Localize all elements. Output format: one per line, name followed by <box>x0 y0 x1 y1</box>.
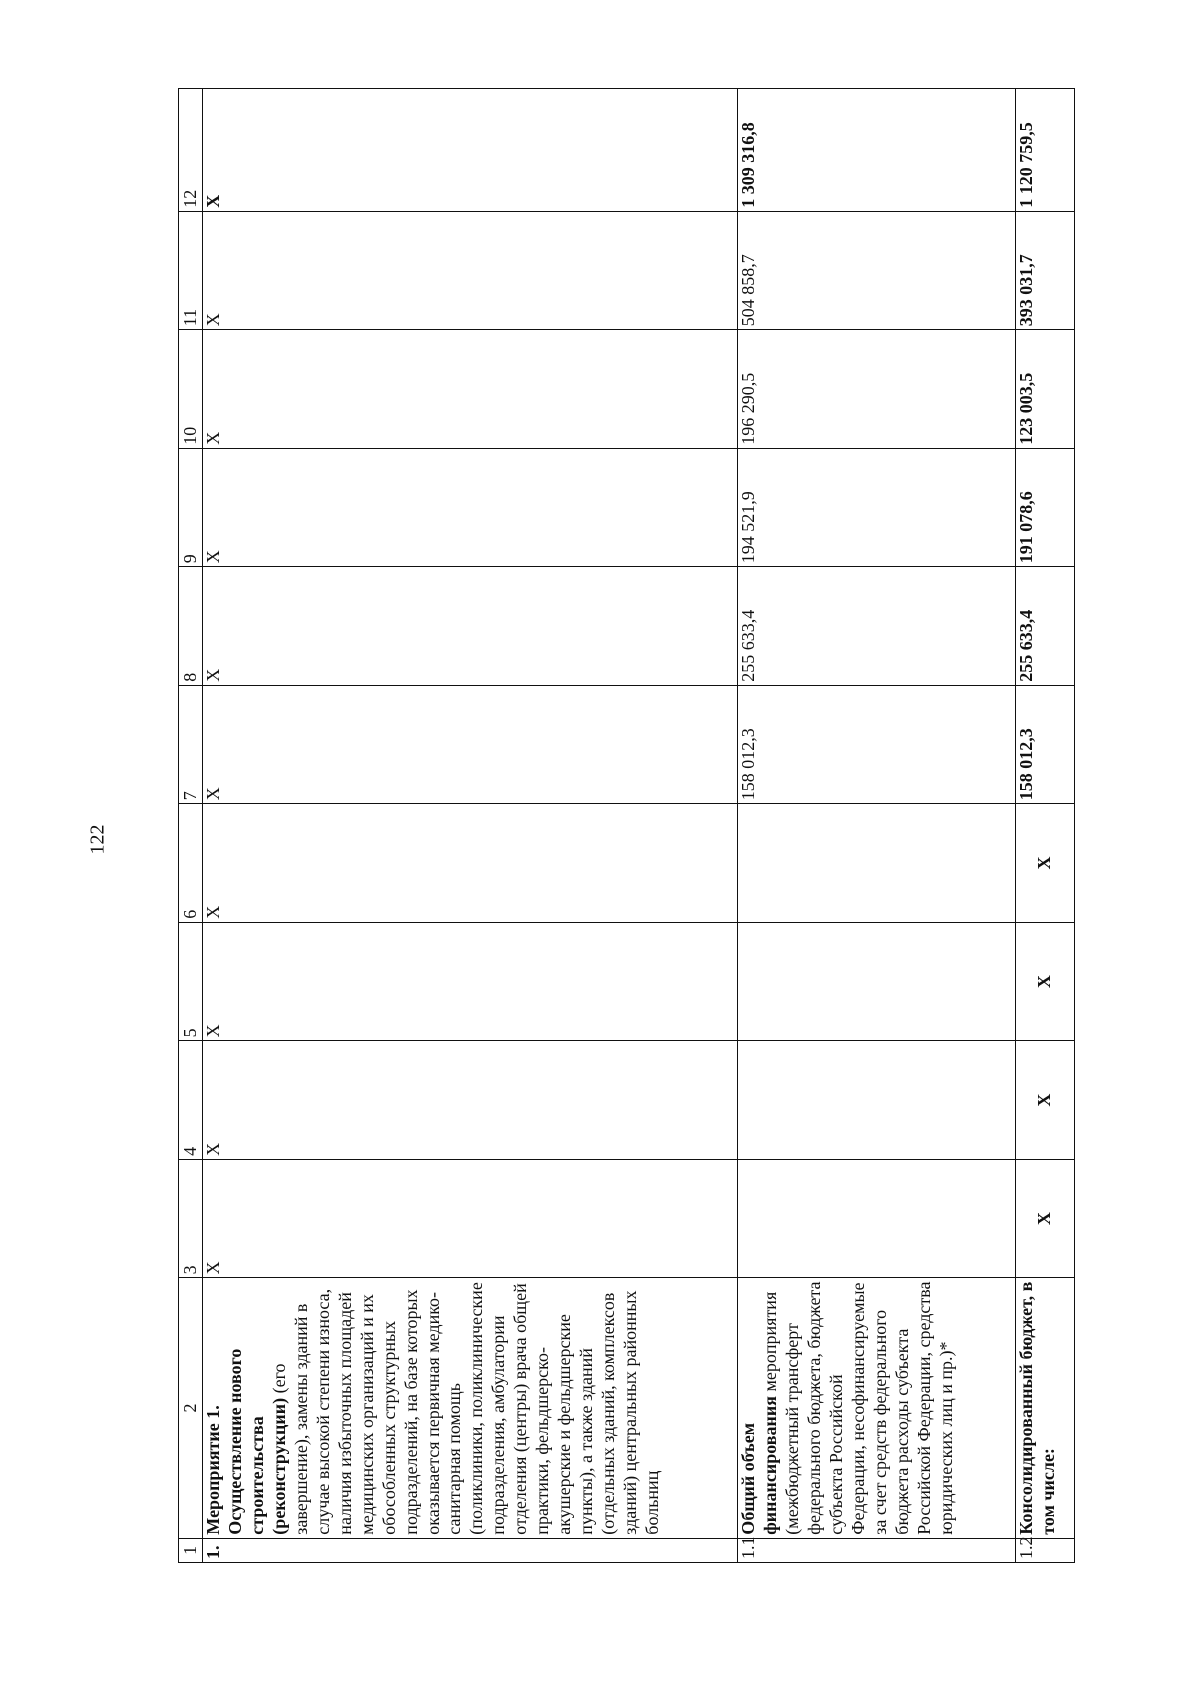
cell: X <box>203 448 738 567</box>
description-text: мероприятия (межбюджетный трансферт федерального бюджета, бюджета субъекта Российской Федерации, несофинансируемые за счет средств федерального бюджета расходы субъекта Российской Федерации, средства юридических лиц и пр.)* <box>759 1281 956 1535</box>
cell <box>738 922 1016 1041</box>
header-cell: 12 <box>179 89 203 212</box>
cell: 123 003,5 <box>1016 330 1075 449</box>
cell: X <box>203 330 738 449</box>
cell: 158 012,3 <box>1016 685 1075 804</box>
row-description <box>203 1278 738 1538</box>
cell: X <box>203 211 738 330</box>
row-number: 1.2 <box>1016 1538 1075 1562</box>
cell <box>738 1041 1016 1160</box>
cell: 255 633,4 <box>738 567 1016 686</box>
cell: 194 521,9 <box>738 448 1016 567</box>
header-cell: 9 <box>179 448 203 567</box>
cell: 196 290,5 <box>738 330 1016 449</box>
cell <box>738 1159 1016 1278</box>
cell: X <box>203 567 738 686</box>
cell <box>738 804 1016 923</box>
description-bold: Общий объем финансирования <box>738 1395 780 1535</box>
cell: X <box>203 804 738 923</box>
header-cell: 6 <box>179 804 203 923</box>
cell: 255 633,4 <box>1016 567 1075 686</box>
cell: 504 858,7 <box>738 211 1016 330</box>
cell: 1 309 316,8 <box>738 89 1016 212</box>
rotated-table-container <box>178 88 1073 1563</box>
header-cell: 8 <box>179 567 203 686</box>
cell: X <box>203 89 738 212</box>
header-cell: 5 <box>179 922 203 1041</box>
cell: X <box>203 1041 738 1160</box>
cell: 393 031,7 <box>1016 211 1075 330</box>
cell: X <box>1016 1041 1075 1160</box>
header-row <box>179 89 203 1563</box>
row-description: Консолидированный бюджет, в том числе: <box>1016 1278 1075 1538</box>
cell: 158 012,3 <box>738 685 1016 804</box>
cell: X <box>203 685 738 804</box>
row-number: 1.1 <box>738 1538 1016 1562</box>
cell: 1 120 759,5 <box>1016 89 1075 212</box>
header-cell: 10 <box>179 330 203 449</box>
cell: X <box>1016 804 1075 923</box>
cell: X <box>203 1159 738 1278</box>
cell: 191 078,6 <box>1016 448 1075 567</box>
description-bold: Мероприятие 1. Осуществление нового строительства (реконструкции) <box>203 1348 289 1535</box>
cell: X <box>203 922 738 1041</box>
header-cell: 1 <box>179 1538 203 1562</box>
financing-table <box>178 88 1075 1563</box>
row-description <box>738 1278 1016 1538</box>
page-number: 122 <box>86 824 109 855</box>
header-cell: 3 <box>179 1159 203 1278</box>
header-cell: 2 <box>179 1278 203 1538</box>
header-cell: 4 <box>179 1041 203 1160</box>
cell: X <box>1016 922 1075 1041</box>
description-text: (его завершение), замены зданий в случае высокой степени износа, наличия избыточных площадей медицинских организаций и их обособленных структурных подразделений, на базе которых оказывается первичная медико-санитарная помощь (поликлиники, поликлинические подразделения, амбулатории отделения (центры) врача общей практики, фельдшерско-акушерские и фельдшерские пункты), а также зданий (отдельных зданий, комплексов зданий) центральных районных больниц <box>268 1282 663 1535</box>
header-cell: 7 <box>179 685 203 804</box>
table-row <box>203 89 738 1563</box>
table-row <box>738 89 1016 1563</box>
row-number: 1. <box>203 1538 738 1562</box>
table-row <box>1016 89 1075 1563</box>
header-cell: 11 <box>179 211 203 330</box>
cell: X <box>1016 1159 1075 1278</box>
